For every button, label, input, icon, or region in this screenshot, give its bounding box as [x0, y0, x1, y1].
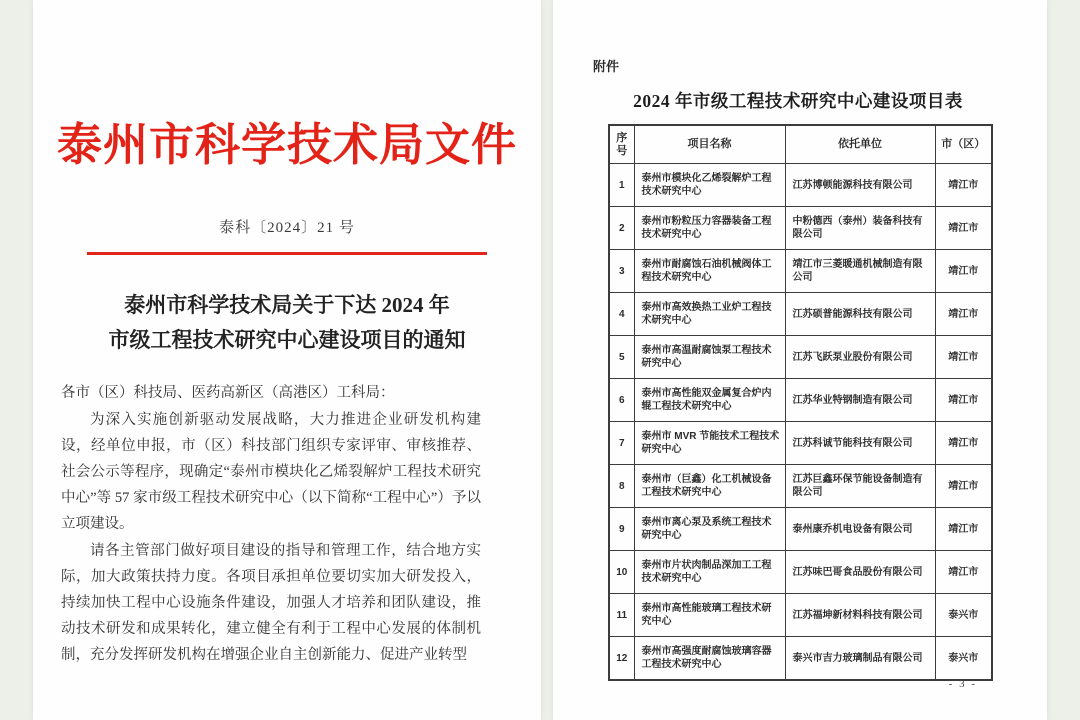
cell-org: 泰州康乔机电设备有限公司: [785, 508, 935, 551]
cell-no: 10: [609, 551, 634, 594]
project-table-body: [609, 164, 992, 681]
cell-no: 9: [609, 508, 634, 551]
cell-district: 靖江市: [935, 422, 992, 465]
table-row: [609, 336, 992, 379]
cell-org: 江苏飞跃泵业股份有限公司: [785, 336, 935, 379]
cell-no: 11: [609, 594, 634, 637]
cell-project-name: 泰州市模块化乙烯裂解炉工程技术研究中心: [634, 164, 785, 207]
table-row: [609, 637, 992, 681]
cell-project-name: 泰州市离心泵及系统工程技术研究中心: [634, 508, 785, 551]
table-row: [609, 207, 992, 250]
table-row: [609, 293, 992, 336]
cell-org: 泰兴市吉力玻璃制品有限公司: [785, 637, 935, 681]
cell-district: 泰兴市: [935, 637, 992, 681]
letterhead-title: 泰州市科学技术局文件: [56, 120, 517, 170]
cell-no: 7: [609, 422, 634, 465]
cell-no: 6: [609, 379, 634, 422]
cell-no: 4: [609, 293, 634, 336]
cell-project-name: 泰州市高性能玻璃工程技术研究中心: [634, 594, 785, 637]
document-page-left: [33, 0, 541, 720]
cell-district: 靖江市: [935, 293, 992, 336]
table-row: [609, 164, 992, 207]
notice-title: [63, 288, 511, 358]
cell-org: 江苏博顿能源科技有限公司: [785, 164, 935, 207]
cell-no: 2: [609, 207, 634, 250]
cell-no: 5: [609, 336, 634, 379]
table-row: [609, 551, 992, 594]
attachment-label: 附件: [593, 59, 620, 74]
header-org: 依托单位: [785, 125, 935, 164]
header-no: 序号: [609, 125, 634, 164]
cell-no: 8: [609, 465, 634, 508]
notice-title-line1: 泰州市科学技术局关于下达 2024 年: [124, 293, 450, 317]
cell-project-name: 泰州市片状肉制品深加工工程技术研究中心: [634, 551, 785, 594]
cell-district: 靖江市: [935, 508, 992, 551]
body-paragraph-2: 请各主管部门做好项目建设的指导和管理工作，结合地方实际，加大政策扶持力度。各项目承担单位要切实加大研发投入，持续加快工程中心设施条件建设，加强人才培养和团队建设，推动技术研发和成果转化，建立健全有利于工程中心发展的体制机制，充分发挥研发机构在增强企业自主创新能力、促进产业转型: [61, 543, 481, 663]
cell-district: 靖江市: [935, 164, 992, 207]
cell-district: 靖江市: [935, 250, 992, 293]
document-number: 泰科〔2024〕21 号: [219, 220, 355, 236]
notice-body: [61, 380, 481, 669]
cell-org: 江苏味巴哥食品股份有限公司: [785, 551, 935, 594]
table-row: [609, 465, 992, 508]
cell-district: 靖江市: [935, 379, 992, 422]
cell-project-name: 泰州市高温耐腐蚀泵工程技术研究中心: [634, 336, 785, 379]
cell-org: 江苏华业特钢制造有限公司: [785, 379, 935, 422]
table-row: [609, 508, 992, 551]
cell-project-name: 泰州市耐腐蚀石油机械阀体工程技术研究中心: [634, 250, 785, 293]
cell-district: 靖江市: [935, 465, 992, 508]
salutation: 各市（区）科技局、医药高新区（高港区）工科局：: [61, 385, 395, 401]
notice-title-line2: 市级工程技术研究中心建设项目的通知: [108, 328, 466, 352]
cell-org: 靖江市三菱暖通机械制造有限公司: [785, 250, 935, 293]
cell-project-name: 泰州市 MVR 节能技术工程技术研究中心: [634, 422, 785, 465]
cell-no: 1: [609, 164, 634, 207]
table-title: 2024 年市级工程技术研究中心建设项目表: [633, 91, 963, 111]
body-paragraph-1: 为深入实施创新驱动发展战略，大力推进企业研发机构建设，经单位申报，市（区）科技部门组织专家评审、审核推荐、社会公示等程序，现确定“泰州市模块化乙烯裂解炉工程技术研究中心”等 57 家市级工程技术研究中心（以下简称“工程中心”）予以立项建设。: [61, 412, 481, 532]
cell-project-name: 泰州市高性能双金属复合炉内辊工程技术研究中心: [634, 379, 785, 422]
cell-no: 3: [609, 250, 634, 293]
cell-org: 中粉德西（泰州）装备科技有限公司: [785, 207, 935, 250]
cell-project-name: 泰州市粉粒压力容器装备工程技术研究中心: [634, 207, 785, 250]
cell-district: 靖江市: [935, 336, 992, 379]
header-district: 市（区）: [935, 125, 992, 164]
cell-project-name: 泰州市高效换热工业炉工程技术研究中心: [634, 293, 785, 336]
cell-org: 江苏福坤新材料科技有限公司: [785, 594, 935, 637]
red-divider-rule: [87, 252, 487, 255]
cell-org: 江苏硕普能源科技有限公司: [785, 293, 935, 336]
cell-no: 12: [609, 637, 634, 681]
cell-district: 靖江市: [935, 551, 992, 594]
table-header-row: [609, 125, 992, 164]
cell-project-name: 泰州市高强度耐腐蚀玻璃容器工程技术研究中心: [634, 637, 785, 681]
cell-district: 靖江市: [935, 207, 992, 250]
header-name: 项目名称: [634, 125, 785, 164]
table-row: [609, 379, 992, 422]
cell-org: 江苏巨鑫环保节能设备制造有限公司: [785, 465, 935, 508]
page-number: - 3 -: [948, 678, 977, 690]
table-row: [609, 422, 992, 465]
project-table: [608, 124, 993, 681]
cell-org: 江苏科诚节能科技有限公司: [785, 422, 935, 465]
table-row: [609, 250, 992, 293]
table-row: [609, 594, 992, 637]
cell-project-name: 泰州市（巨鑫）化工机械设备工程技术研究中心: [634, 465, 785, 508]
document-page-right: [553, 0, 1047, 720]
cell-district: 泰兴市: [935, 594, 992, 637]
